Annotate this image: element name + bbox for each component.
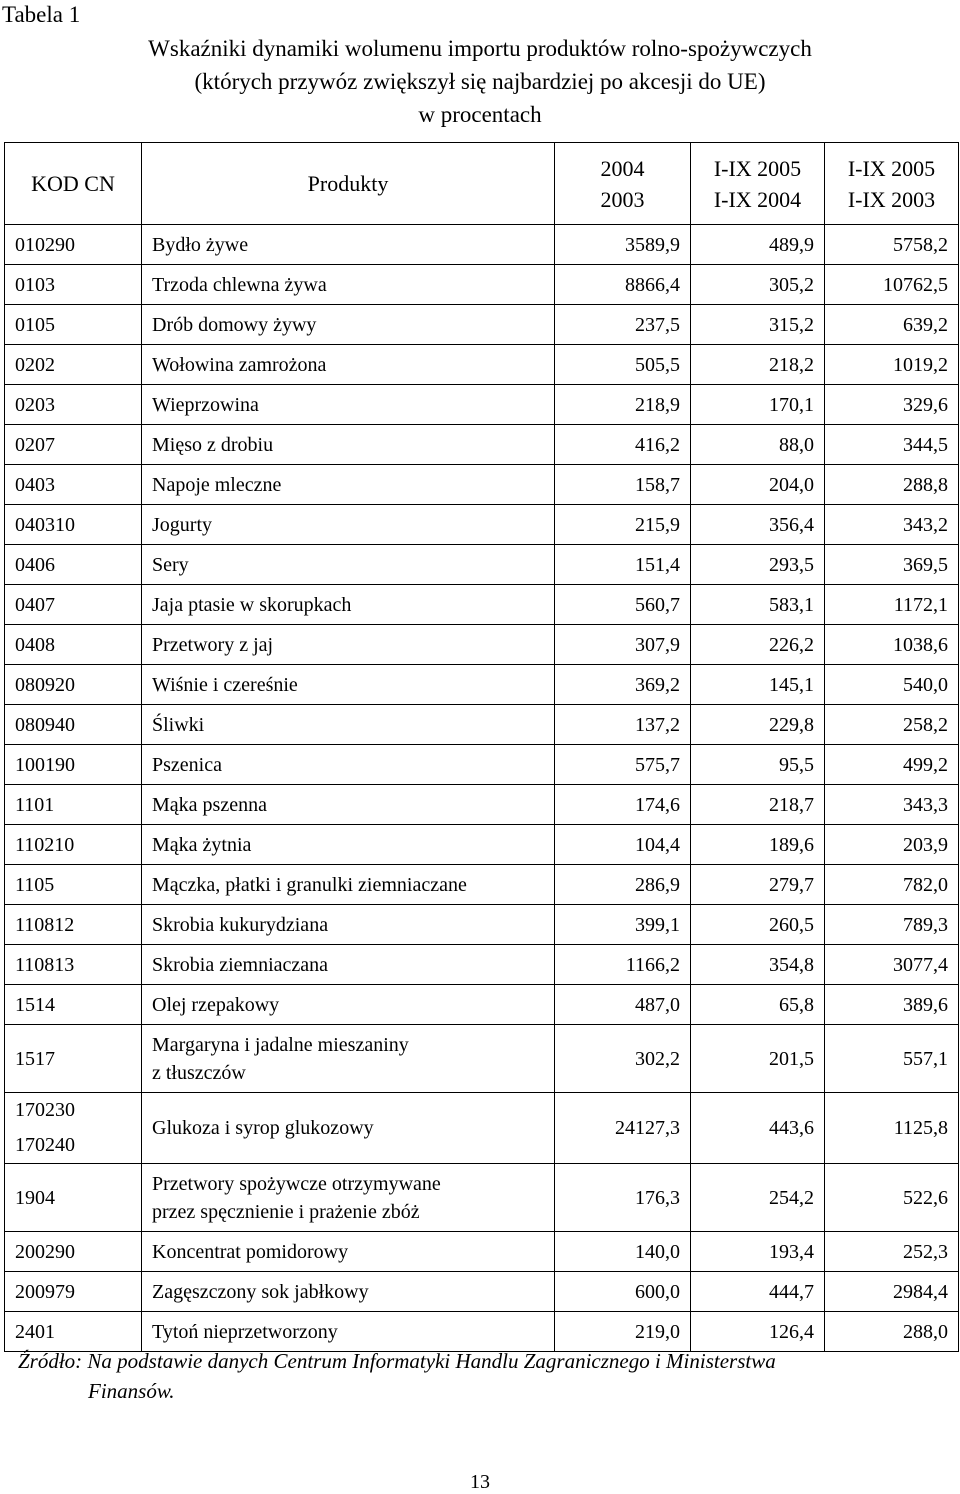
cell-value-2: 254,2	[691, 1164, 825, 1232]
cell-product	[142, 345, 555, 385]
cn-code: 0105	[15, 313, 55, 336]
cell-value-1: 219,0	[555, 1312, 691, 1352]
source-note	[18, 1346, 948, 1406]
cell-kod-cn	[5, 465, 142, 505]
cell-value-2: 305,2	[691, 265, 825, 305]
table-label: Tabela 1	[2, 2, 81, 27]
cell-kod-cn	[5, 1272, 142, 1312]
cell-product	[142, 745, 555, 785]
cn-code: 1101	[15, 793, 55, 816]
cell-value-2: 444,7	[691, 1272, 825, 1312]
product-name: Mąka pszenna	[152, 793, 267, 816]
cell-kod-cn	[5, 265, 142, 305]
cell-value-2: 354,8	[691, 945, 825, 985]
cell-value-3: 557,1	[825, 1025, 959, 1093]
cell-value-2: 170,1	[691, 385, 825, 425]
cell-kod-cn	[5, 505, 142, 545]
cell-product	[142, 705, 555, 745]
product-name: Mąka żytnia	[152, 833, 252, 856]
cn-code: 0202	[15, 353, 55, 376]
cell-value-3: 540,0	[825, 665, 959, 705]
cell-value-3: 639,2	[825, 305, 959, 345]
cell-value-3: 10762,5	[825, 265, 959, 305]
cell-kod-cn	[5, 1164, 142, 1232]
cell-product	[142, 785, 555, 825]
table-row	[5, 1025, 959, 1093]
source-line-1: Źródło: Na podstawie danych Centrum Informatyki Handlu Zagranicznego i Ministerstwa	[18, 1349, 776, 1373]
table-row	[5, 585, 959, 625]
product-name: Tytoń nieprzetworzony	[152, 1320, 338, 1343]
cell-value-3: 499,2	[825, 745, 959, 785]
cell-kod-cn	[5, 305, 142, 345]
cell-value-1: 399,1	[555, 905, 691, 945]
cell-value-1: 158,7	[555, 465, 691, 505]
cell-value-1: 218,9	[555, 385, 691, 425]
cell-value-1: 416,2	[555, 425, 691, 465]
cn-code: 0408	[15, 633, 55, 656]
table-row	[5, 865, 959, 905]
product-name: Mięso z drobiu	[152, 433, 274, 456]
cell-value-1: 104,4	[555, 825, 691, 865]
product-name: Olej rzepakowy	[152, 993, 280, 1016]
header-col-2005-2004	[691, 143, 825, 225]
product-name: Przetwory spożywcze otrzymywane	[152, 1172, 441, 1195]
header-kod-cn: KOD CN	[5, 143, 142, 225]
cell-value-3: 288,0	[825, 1312, 959, 1352]
cell-product	[142, 265, 555, 305]
cn-code: 080920	[15, 673, 75, 696]
header-col1-bottom: 2003	[600, 186, 645, 212]
cell-value-1: 237,5	[555, 305, 691, 345]
cell-value-1: 8866,4	[555, 265, 691, 305]
cell-product	[142, 465, 555, 505]
cell-value-3: 329,6	[825, 385, 959, 425]
header-col-2005-2003	[825, 143, 959, 225]
cn-code: 080940	[15, 713, 75, 736]
table-row	[5, 465, 959, 505]
cell-value-1: 140,0	[555, 1232, 691, 1272]
cell-kod-cn	[5, 1232, 142, 1272]
cn-code: 0103	[15, 273, 55, 296]
cell-product	[142, 1164, 555, 1232]
cell-value-3: 789,3	[825, 905, 959, 945]
cell-product	[142, 505, 555, 545]
cell-product	[142, 1093, 555, 1164]
table-row	[5, 1093, 959, 1164]
cell-value-2: 145,1	[691, 665, 825, 705]
product-name: Wołowina zamrożona	[152, 353, 327, 376]
cell-product	[142, 1232, 555, 1272]
cell-value-2: 88,0	[691, 425, 825, 465]
cell-value-1: 1166,2	[555, 945, 691, 985]
header-col2-bottom: I-IX 2004	[713, 186, 802, 212]
cell-value-3: 288,8	[825, 465, 959, 505]
product-name: Bydło żywe	[152, 233, 249, 256]
cn-code: 1105	[15, 873, 55, 896]
cell-value-1: 3589,9	[555, 225, 691, 265]
table-row	[5, 1164, 959, 1232]
cell-kod-cn	[5, 865, 142, 905]
cn-code: 1904	[15, 1186, 55, 1209]
cell-kod-cn	[5, 1093, 142, 1164]
cell-value-2: 583,1	[691, 585, 825, 625]
product-name: Śliwki	[152, 713, 205, 736]
cell-value-3: 2984,4	[825, 1272, 959, 1312]
cn-code: 110210	[15, 833, 75, 856]
cell-kod-cn	[5, 345, 142, 385]
title-line-2: (których przywóz zwiększył się najbardziej po akcesji do UE)	[194, 69, 766, 94]
product-name: z tłuszczów	[152, 1061, 246, 1084]
cell-kod-cn	[5, 785, 142, 825]
cell-product	[142, 1025, 555, 1093]
cell-value-1: 137,2	[555, 705, 691, 745]
cell-kod-cn	[5, 745, 142, 785]
cell-product	[142, 545, 555, 585]
cell-product	[142, 425, 555, 465]
header-col3-bottom: I-IX 2003	[847, 186, 936, 212]
cell-value-2: 204,0	[691, 465, 825, 505]
cell-value-1: 176,3	[555, 1164, 691, 1232]
source-line-2: Finansów.	[88, 1379, 175, 1403]
cell-value-2: 189,6	[691, 825, 825, 865]
cell-value-2: 193,4	[691, 1232, 825, 1272]
table-row	[5, 745, 959, 785]
cell-value-2: 279,7	[691, 865, 825, 905]
cell-product	[142, 585, 555, 625]
product-name: Trzoda chlewna żywa	[152, 273, 327, 296]
table-row	[5, 545, 959, 585]
cell-value-1: 174,6	[555, 785, 691, 825]
cell-value-3: 343,2	[825, 505, 959, 545]
cell-value-1: 307,9	[555, 625, 691, 665]
product-name: Mączka, płatki i granulki ziemniaczane	[152, 873, 467, 896]
cell-value-3: 1019,2	[825, 345, 959, 385]
table-body	[5, 225, 959, 1352]
cn-code: 170240	[15, 1134, 75, 1156]
cell-value-1: 151,4	[555, 545, 691, 585]
cell-value-3: 522,6	[825, 1164, 959, 1232]
cell-value-1: 575,7	[555, 745, 691, 785]
cell-value-3: 252,3	[825, 1232, 959, 1272]
cn-code: 1514	[15, 993, 55, 1016]
product-name: Wieprzowina	[152, 393, 259, 416]
cell-value-2: 293,5	[691, 545, 825, 585]
cell-value-2: 356,4	[691, 505, 825, 545]
cn-code: 110812	[15, 913, 75, 936]
cell-value-2: 201,5	[691, 1025, 825, 1093]
table-row	[5, 425, 959, 465]
table-row	[5, 1232, 959, 1272]
cell-value-3: 782,0	[825, 865, 959, 905]
cell-kod-cn	[5, 945, 142, 985]
header-col3-top: I-IX 2005	[847, 155, 936, 181]
cell-product	[142, 825, 555, 865]
cell-kod-cn	[5, 225, 142, 265]
header-produkty: Produkty	[142, 143, 555, 225]
cell-kod-cn	[5, 625, 142, 665]
cell-value-2: 226,2	[691, 625, 825, 665]
cell-product	[142, 385, 555, 425]
cell-value-1: 600,0	[555, 1272, 691, 1312]
cell-value-1: 302,2	[555, 1025, 691, 1093]
product-name: Skrobia kukurydziana	[152, 913, 329, 936]
cell-kod-cn	[5, 425, 142, 465]
cell-value-3: 1038,6	[825, 625, 959, 665]
cell-value-3: 203,9	[825, 825, 959, 865]
cell-product	[142, 905, 555, 945]
cell-value-3: 369,5	[825, 545, 959, 585]
table-row	[5, 625, 959, 665]
cn-code: 0406	[15, 553, 55, 576]
table-row	[5, 505, 959, 545]
cell-product	[142, 305, 555, 345]
cn-code: 0403	[15, 473, 55, 496]
cell-product	[142, 625, 555, 665]
cn-code: 2401	[15, 1320, 55, 1343]
product-name: przez spęcznienie i prażenie zbóż	[152, 1200, 420, 1223]
cell-value-2: 489,9	[691, 225, 825, 265]
cn-code: 110813	[15, 953, 75, 976]
product-name: Margaryna i jadalne mieszaniny	[152, 1033, 409, 1056]
table-row	[5, 1272, 959, 1312]
table-row	[5, 785, 959, 825]
cn-code: 170230	[15, 1099, 75, 1121]
cell-value-2: 126,4	[691, 1312, 825, 1352]
cell-product	[142, 665, 555, 705]
cell-value-3: 1172,1	[825, 585, 959, 625]
page-number: 13	[470, 1471, 490, 1493]
import-dynamics-table	[4, 142, 959, 1352]
cell-product	[142, 865, 555, 905]
product-name: Pszenica	[152, 753, 222, 776]
cn-code: 040310	[15, 513, 75, 536]
cell-kod-cn	[5, 1025, 142, 1093]
product-name: Napoje mleczne	[152, 473, 282, 496]
cell-value-2: 443,6	[691, 1093, 825, 1164]
table-row	[5, 345, 959, 385]
cell-kod-cn	[5, 385, 142, 425]
cell-value-1: 505,5	[555, 345, 691, 385]
table-title	[0, 32, 960, 131]
cell-value-3: 343,3	[825, 785, 959, 825]
cell-value-3: 3077,4	[825, 945, 959, 985]
cell-kod-cn	[5, 585, 142, 625]
cn-code: 100190	[15, 753, 75, 776]
cell-value-3: 5758,2	[825, 225, 959, 265]
cell-kod-cn	[5, 545, 142, 585]
cell-product	[142, 945, 555, 985]
table-row	[5, 305, 959, 345]
table-row	[5, 265, 959, 305]
cell-value-1: 215,9	[555, 505, 691, 545]
table-row	[5, 905, 959, 945]
product-name: Jogurty	[152, 513, 212, 536]
cell-kod-cn	[5, 705, 142, 745]
header-row	[5, 143, 959, 225]
cell-value-1: 369,2	[555, 665, 691, 705]
product-name: Sery	[152, 553, 189, 576]
product-name: Przetwory z jaj	[152, 633, 274, 656]
product-name: Jaja ptasie w skorupkach	[152, 593, 352, 616]
cell-value-3: 389,6	[825, 985, 959, 1025]
title-line-1: Wskaźniki dynamiki wolumenu importu produktów rolno-spożywczych	[148, 36, 812, 61]
product-name: Wiśnie i czereśnie	[152, 673, 298, 696]
header-col-2004-2003	[555, 143, 691, 225]
table-row	[5, 705, 959, 745]
cn-code: 200290	[15, 1240, 75, 1263]
cn-code: 0207	[15, 433, 55, 456]
product-name: Koncentrat pomidorowy	[152, 1240, 349, 1263]
table-row	[5, 825, 959, 865]
cell-value-2: 315,2	[691, 305, 825, 345]
cell-product	[142, 225, 555, 265]
cell-value-1: 24127,3	[555, 1093, 691, 1164]
cell-kod-cn	[5, 825, 142, 865]
table-row	[5, 945, 959, 985]
product-name: Skrobia ziemniaczana	[152, 953, 329, 976]
cn-code: 010290	[15, 233, 75, 256]
table-row	[5, 385, 959, 425]
cell-kod-cn	[5, 665, 142, 705]
table-row	[5, 985, 959, 1025]
cell-value-1: 560,7	[555, 585, 691, 625]
cell-value-3: 344,5	[825, 425, 959, 465]
title-line-3: w procentach	[418, 102, 542, 127]
cell-value-2: 218,7	[691, 785, 825, 825]
cell-product	[142, 985, 555, 1025]
cell-value-2: 229,8	[691, 705, 825, 745]
cn-code: 1517	[15, 1047, 55, 1070]
cn-code: 0407	[15, 593, 55, 616]
cell-value-3: 258,2	[825, 705, 959, 745]
header-col2-top: I-IX 2005	[713, 155, 802, 181]
table-row	[5, 225, 959, 265]
cell-kod-cn	[5, 905, 142, 945]
cell-product	[142, 1272, 555, 1312]
cell-kod-cn	[5, 985, 142, 1025]
cn-code: 200979	[15, 1280, 75, 1303]
header-col1-top: 2004	[600, 155, 645, 181]
cell-value-1: 487,0	[555, 985, 691, 1025]
cell-value-2: 218,2	[691, 345, 825, 385]
table-header	[5, 143, 959, 225]
cell-value-2: 65,8	[691, 985, 825, 1025]
cell-value-3: 1125,8	[825, 1093, 959, 1164]
cell-value-1: 286,9	[555, 865, 691, 905]
table-row	[5, 665, 959, 705]
product-name: Drób domowy żywy	[152, 313, 317, 336]
product-name: Glukoza i syrop glukozowy	[152, 1117, 374, 1139]
product-name: Zagęszczony sok jabłkowy	[152, 1280, 369, 1303]
cell-value-2: 260,5	[691, 905, 825, 945]
cell-value-2: 95,5	[691, 745, 825, 785]
cn-code: 0203	[15, 393, 55, 416]
